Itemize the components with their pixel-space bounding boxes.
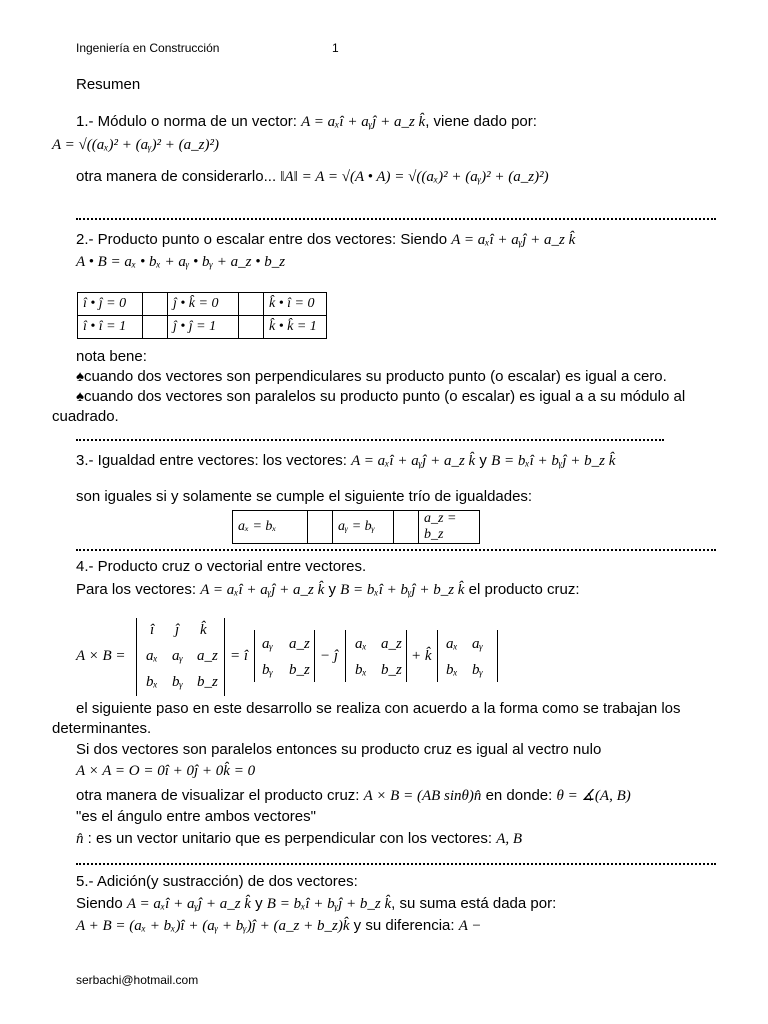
s4-tail: el producto cruz: [468, 581, 580, 598]
det-cell: aᵧ [472, 636, 483, 652]
det-bar [437, 630, 438, 682]
det-cell: bₓ [146, 674, 158, 690]
table-cell: î • î = 1 [78, 316, 143, 339]
s4-formula-3b: θ = ∡(A, B) [556, 788, 631, 804]
s1-line [76, 113, 537, 131]
det-cell: bᵧ [172, 674, 183, 690]
s4-p4: "es el ángulo entre ambos vectores" [76, 808, 316, 825]
s1-alt-text: otra manera de considerarlo... [76, 168, 277, 185]
s4-heading: 4.- Producto cruz o vectorial entre vectores. [76, 558, 367, 575]
s4-p3b: en donde: [485, 787, 553, 804]
s1-heading: 1.- Módulo o norma de un vector: [76, 113, 297, 130]
det-cell: b_z [289, 662, 310, 678]
s4-p5: : es un vector unitario que es perpendicular con los vectores: [87, 830, 493, 847]
det-cell: b_z [197, 674, 218, 690]
s1-tail: , viene dado por: [425, 113, 537, 130]
s4-line [76, 581, 580, 599]
s3-vector-a: A = aₓî + aᵧĵ + a_z k̂ [351, 453, 476, 469]
s3-heading: 3.- Igualdad entre vectores: los vectores: [76, 452, 347, 469]
s1-alt-line [76, 168, 549, 186]
s5-line [76, 895, 556, 913]
footer-email: serbachi@hotmail.com [76, 973, 199, 987]
s5-formula-2: A − [458, 918, 482, 934]
det-bar [224, 618, 225, 696]
s2-heading: 2.- Producto punto o escalar entre dos vectores: Siendo [76, 231, 448, 248]
s3-vector-b: B = bₓî + bᵧĵ + b_z k̂ [491, 453, 616, 469]
unit-vector-table [77, 292, 327, 339]
s5-vector-b: B = bₓî + bᵧĵ + b_z k̂ [266, 896, 392, 912]
s3-y: y [479, 452, 487, 469]
table-cell: ĵ • k̂ = 0 [168, 293, 239, 316]
s4-formula-3: A × B = (AB sinθ)n̂ [363, 788, 482, 804]
s4-p3-line [76, 786, 631, 805]
s5-line2 [76, 917, 482, 935]
det-cell: b_z [381, 662, 402, 678]
det-cell: a_z [197, 648, 218, 664]
table-cell: a_z = b_z [419, 511, 480, 544]
s5-siendo: Siendo [76, 895, 123, 912]
s5-heading: 5.- Adición(y sustracción) de dos vectores: [76, 873, 358, 890]
bullet-2: ♠cuando dos vectores son paralelos su producto punto (o escalar) es igual a a su módulo al [76, 388, 686, 405]
det-bar [345, 630, 346, 682]
s4-para: Para los vectores: [76, 581, 197, 598]
s4-p1a: el siguiente paso en este desarrollo se realiza con acuerdo a la forma como se trabajan los [76, 700, 681, 717]
det-bar [314, 630, 315, 682]
s5-vector-a: A = aₓî + aᵧĵ + a_z k̂ [126, 896, 251, 912]
s4-vector-a: A = aₓî + aᵧĵ + a_z k̂ [200, 582, 325, 598]
s5-formula: A + B = (aₓ + bₓ)î + (aᵧ + bᵧ)ĵ + (a_z + b_z)k̂ [76, 918, 350, 934]
s4-p5-line [76, 830, 522, 848]
det-bar [497, 630, 498, 682]
s3-line [76, 452, 615, 470]
det-cell: î [150, 622, 155, 638]
det-bar [254, 630, 255, 682]
s4-vector-b: B = bₓî + bᵧĵ + b_z k̂ [340, 582, 465, 598]
s3-line2: son iguales si y solamente se cumple el siguiente trío de igualdades: [76, 488, 533, 505]
table-cell: k̂ • î = 0 [264, 293, 327, 316]
det-cell: aᵧ [262, 636, 273, 652]
s4-p1b: determinantes. [52, 720, 152, 737]
det-cell: bₓ [355, 662, 367, 678]
s1-formula: A = √((aₓ)² + (aᵧ)² + (a_z)²) [52, 137, 219, 153]
s5-mid: y su diferencia: [353, 917, 455, 934]
det-bar [136, 618, 137, 696]
det-cell: aᵧ [172, 648, 183, 664]
separator [76, 218, 716, 220]
s4-p3: otra manera de visualizar el producto cruz: [76, 787, 360, 804]
table-cell: k̂ • k̂ = 1 [264, 316, 327, 339]
det-cell: aₓ [446, 636, 458, 652]
det-cell: bᵧ [262, 662, 273, 678]
s2-line [76, 231, 575, 249]
det-cell: k̂ [200, 622, 207, 638]
s1-vector: A = aₓî + aᵧĵ + a_z k̂ [301, 114, 426, 130]
s4-p2: Si dos vectores son paralelos entonces su producto cruz es igual al vectro nulo [76, 741, 602, 758]
det-bar [406, 630, 407, 682]
cross-lhs: A × B = [76, 648, 126, 664]
s5-y: y [255, 895, 263, 912]
s4-y: y [328, 581, 336, 598]
det-cell: a_z [289, 636, 310, 652]
det-cell: bᵧ [472, 662, 483, 678]
cross-term-2: − ĵ [320, 648, 339, 664]
header-title: Ingeniería en Construcción [76, 41, 220, 55]
table-cell: î • ĵ = 0 [78, 293, 143, 316]
det-cell: a_z [381, 636, 402, 652]
separator [76, 549, 716, 551]
s5-tail: , su suma está dada por: [391, 895, 557, 912]
nota-bene: nota bene: [76, 348, 147, 365]
bullet-2-cont: cuadrado. [52, 408, 119, 425]
table-cell: aᵧ = bᵧ [333, 511, 394, 544]
s4-p5-unit: n̂ [76, 831, 84, 847]
table-cell: ĵ • ĵ = 1 [168, 316, 239, 339]
page-number: 1 [332, 41, 339, 55]
s2-vector: A = aₓî + aᵧĵ + a_z k̂ [451, 232, 576, 248]
resumen-title: Resumen [76, 76, 141, 93]
det-cell: ĵ [175, 622, 180, 638]
cross-term-1: = î [230, 648, 249, 664]
s2-formula: A • B = aₓ • bₓ + aᵧ • bᵧ + a_z • b_z [76, 254, 286, 270]
det-cell: bₓ [446, 662, 458, 678]
separator [76, 439, 664, 441]
s4-p5-vectors: A, B [496, 831, 523, 847]
s4-formula-2: A × A = O = 0î + 0ĵ + 0k̂ = 0 [76, 763, 256, 779]
bullet-1: ♠cuando dos vectores son perpendiculares su producto punto (o escalar) es igual a cero. [76, 368, 667, 385]
det-cell: aₓ [146, 648, 158, 664]
separator [76, 863, 716, 865]
equality-table [232, 510, 480, 544]
cross-term-3: + k̂ [411, 648, 432, 664]
s1-alt-formula: ‖A‖ = A = √(A • A) = √((aₓ)² + (aᵧ)² + (a_z)²) [280, 169, 549, 185]
table-cell: aₓ = bₓ [233, 511, 308, 544]
det-cell: aₓ [355, 636, 367, 652]
